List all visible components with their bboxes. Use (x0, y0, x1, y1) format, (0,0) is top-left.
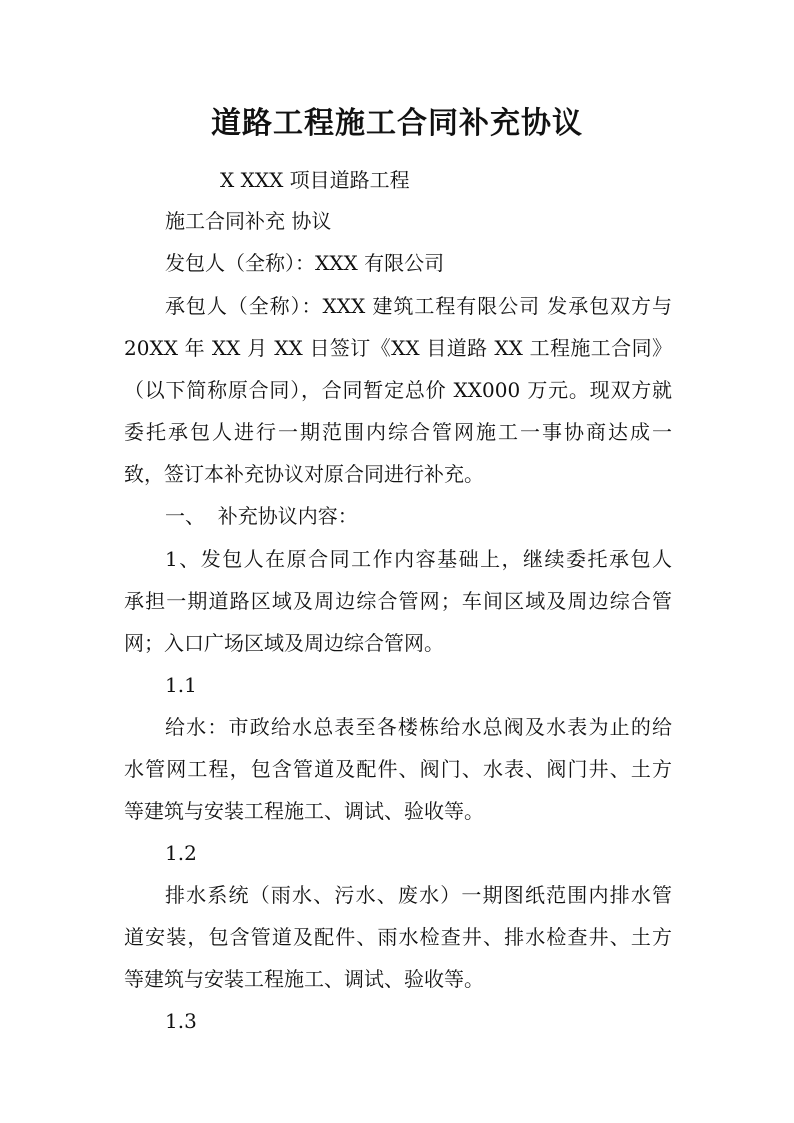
item-1-1-number: 1.1 (165, 673, 197, 697)
agreement-subtitle: 施工合同补充 协议 (165, 209, 332, 233)
item-1-2-line-2: 道安装，包含管道及配件、雨水检查井、排水检查井、土方 (124, 925, 672, 949)
item-1-line-1: 1、发包人在原合同工作内容基础上，继续委托承包人 (165, 547, 672, 571)
item-1-2-number: 1.2 (165, 841, 197, 865)
item-1-1-line-1: 给水：市政给水总表至各楼栋给水总阀及水表为止的给 (165, 715, 672, 739)
item-1-2-line-3: 等建筑与安装工程施工、调试、验收等。 (124, 967, 484, 991)
party-b-line-5: 致，签订本补充协议对原合同进行补充。 (124, 462, 484, 486)
document-title: 道路工程施工合同补充协议 (211, 106, 583, 141)
project-line: X XXX 项目道路工程 (220, 168, 410, 192)
item-1-1-line-3: 等建筑与安装工程施工、调试、验收等。 (124, 799, 484, 823)
item-1-3-number: 1.3 (165, 1009, 197, 1033)
party-b-line-4: 委托承包人进行一期范围内综合管网施工一事协商达成一 (124, 420, 672, 444)
party-a-line: 发包人（全称）：XXX 有限公司 (165, 251, 445, 275)
item-1-2-line-1: 排水系统（雨水、污水、废水）一期图纸范围内排水管 (165, 883, 672, 907)
party-b-line-3: （以下简称原合同），合同暂定总价 XX000 万元。现双方就 (124, 378, 672, 402)
item-1-1-line-2: 水管网工程，包含管道及配件、阀门、水表、阀门井、土方 (124, 757, 672, 781)
item-1-line-3: 网；入口广场区域及周边综合管网。 (124, 631, 444, 655)
item-1-line-2: 承担一期道路区域及周边综合管网；车间区域及周边综合管 (124, 589, 672, 613)
section-one-heading: 一、 补充协议内容： (165, 504, 358, 528)
party-b-line-2: 20XX 年 XX 月 XX 日签订《XX 目道路 XX 工程施工合同》 (124, 336, 672, 360)
party-b-line-1: 承包人（全称）：XXX 建筑工程有限公司 发承包双方与 (165, 294, 672, 318)
